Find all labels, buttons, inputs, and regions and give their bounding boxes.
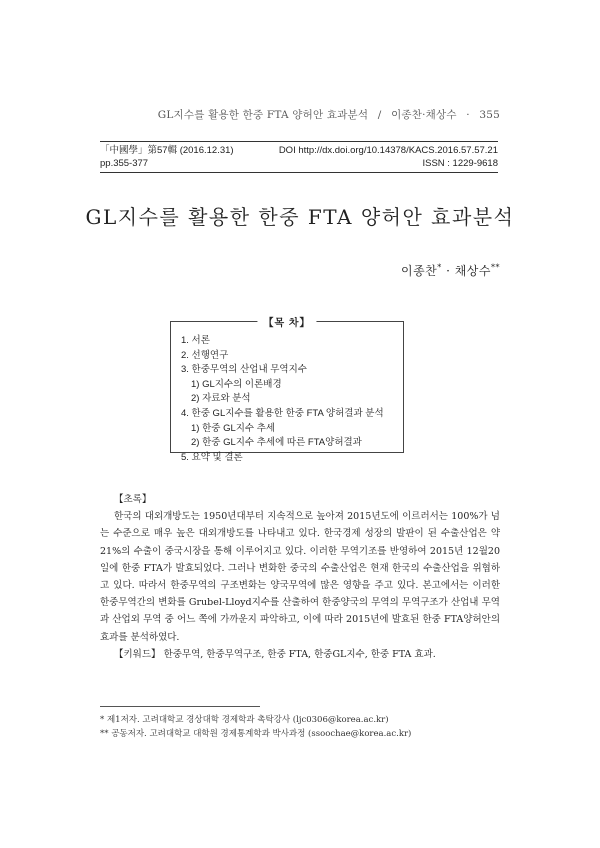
toc-subitem: 2) 자료와 분석 [191, 393, 251, 405]
footnotes [100, 714, 500, 741]
running-head-authors: 이종찬·채상수 [391, 109, 457, 121]
toc-item: 1. 서론 [181, 335, 210, 346]
toc-item: 4. 한중 GL지수를 활용한 한중 FTA 양허결과 분석 [181, 407, 384, 419]
abstract [100, 491, 500, 663]
toc-subitem: 1) 한중 GL지수 추세 [191, 422, 276, 434]
page-range: pp.355-377 [100, 158, 149, 169]
keywords-label: 【키워드】 [114, 648, 161, 660]
issn: ISSN : 1229-9618 [422, 158, 498, 169]
author-1: 이종찬 [400, 264, 438, 278]
keywords-text: 한중무역, 한중무역구조, 한중 FTA, 한중GL지수, 한중 FTA 효과. [163, 648, 436, 660]
footnote-2: ** 공동저자. 고려대학교 대학원 경제통계학과 박사과정 (ssoochae@korea.ac.kr) [100, 728, 412, 739]
running-head-title: GL지수를 활용한 한중 FTA 양허안 효과분석 [157, 109, 369, 121]
doi-link[interactable]: DOI http://dx.doi.org/10.14378/KACS.2016.57.57.21 [278, 145, 498, 156]
author-separator: · [441, 264, 455, 278]
author-1-mark: * [437, 263, 442, 272]
running-head: GL지수를 활용한 한중 FTA 양허안 효과분석 / 이종찬·채상수 · 355 [157, 109, 500, 121]
author-2: 채상수 [454, 264, 491, 278]
paper-title: GL지수를 활용한 한중 FTA 양허안 효과분석 [85, 205, 515, 229]
page-number: 355 [479, 109, 500, 121]
keywords-line [100, 646, 500, 663]
toc-list [171, 322, 403, 465]
toc-item: 3. 한중무역의 산업내 무역지수 [181, 364, 307, 376]
table-of-contents [170, 318, 404, 463]
abstract-body: 한국의 대외개방도는 1950년대부터 지속적으로 높아져 2015년도에 이르러서는 100%가 넘는 수준으로 매우 높은 대외개방도를 나타내고 있다. 한국경제 성장의 발판이 된 수출산업은 약 21%의 수출이 중국시장을 통해 이루어지고 있다. 이러한 무역기조를 반영하여 2015년 12월20일에 한중 FTA가 발효되었다. 그러나 변화한 중국의 수출산업은 현재 한국의 수출산업을 위협하고 있다. 따라서 한중무역의 구조변화는 양국무역에 많은 영향을 주고 있다. 본고에서는 이러한 한중무역간의 변화를 Grubel-Lloyd지수를 산출하여 한중양국의 무역의 무역구조가 산업내 무역과 산업외 무역 중 어느 쪽에 가까운지 파악하고, 이에 따라 2015년에 발효된 한중 FTA양허안의 효과를 분석하였다. [100, 511, 500, 643]
toc-item: 2. 선행연구 [181, 349, 229, 361]
abstract-label: 【초록】 [114, 494, 152, 505]
toc-subitem: 1) GL지수의 이론배경 [191, 378, 282, 390]
journal-meta [100, 141, 498, 173]
footnote-divider [100, 706, 260, 707]
toc-subitem: 2) 한중 GL지수 추세에 따른 FTA양허결과 [191, 437, 362, 449]
footnote-1: * 제1저자. 고려대학교 경상대학 경제학과 촉탁강사 (ljc0306@korea.ac.kr) [100, 715, 389, 725]
toc-item: 5. 요약 및 결론 [181, 451, 243, 463]
author-line [401, 262, 500, 279]
journal-citation: 「中國學」第57輯 (2016.12.31) [100, 145, 234, 156]
toc-title: 【목 차】 [257, 314, 316, 329]
author-2-mark: ** [491, 263, 500, 272]
